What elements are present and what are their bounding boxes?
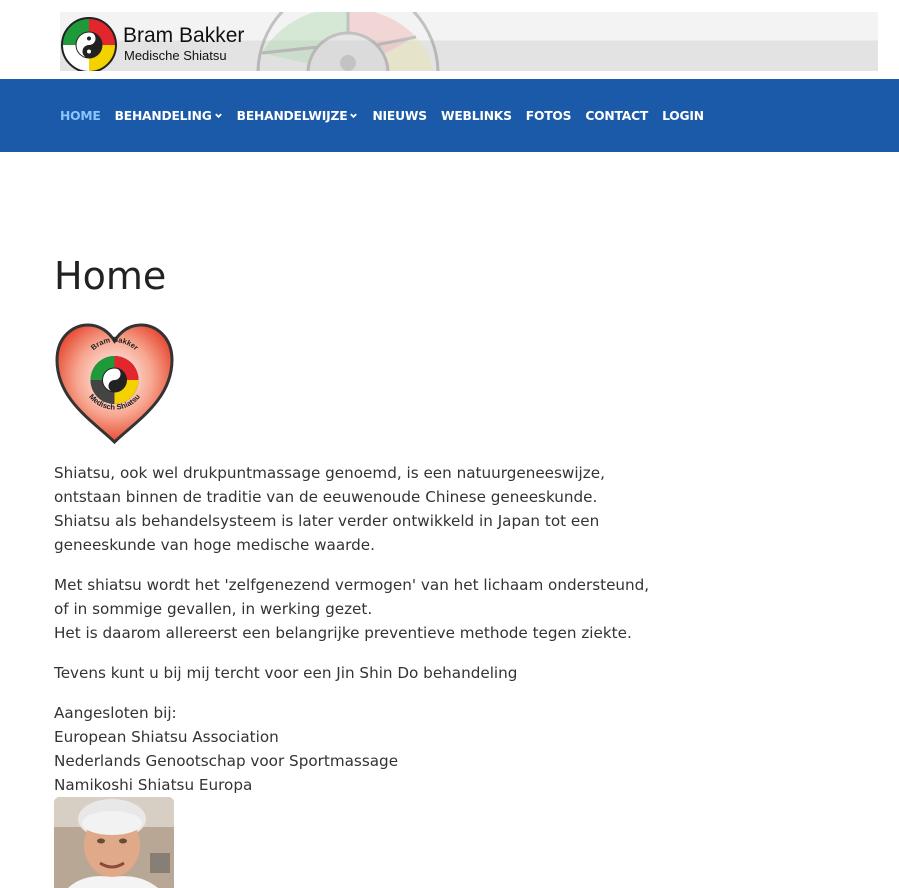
text-line: of in sommige gevallen, in werking gezet. [54,600,373,618]
text-line: Aangesloten bij: [54,704,177,722]
nav-item-contact[interactable] [585,109,648,123]
heart-logo-bottom-text: Medisch Shiatsu [87,392,142,412]
nav-label: HOME [60,108,101,123]
page-title: Home [54,254,167,298]
paragraph-intro [54,461,605,557]
chevron-down-icon [349,111,358,120]
nav-label: LOGIN [662,108,704,123]
nav-item-behandelwijze[interactable] [237,109,359,123]
text-line: European Shiatsu Association [54,728,279,746]
nav-label: CONTACT [585,108,649,123]
paragraph-jin-shin-do [54,661,517,685]
decorative-wheel-icon [256,12,440,71]
text-line: Tevens kunt u bij mij tercht voor een Jin Shin Do behandeling [54,664,518,682]
nav-item-behandeling[interactable] [115,109,223,123]
text-line: ontstaan binnen de traditie van de eeuwenoude Chinese geneeskunde. [54,488,598,506]
heart-logo-icon [54,322,175,446]
nav-menu [60,79,718,152]
nav-item-home[interactable] [60,109,101,123]
nav-item-nieuws[interactable] [372,109,426,123]
site-title: Bram Bakker [123,24,245,47]
site-subtitle: Medische Shiatsu [124,48,227,63]
nav-item-fotos[interactable] [526,109,572,123]
text-line: geneeskunde van hoge medische waarde. [54,536,375,554]
text-line: Nederlands Genootschap voor Sportmassage [54,752,399,770]
paragraph-affiliations [54,701,398,797]
nav-label: BEHANDELING [114,108,212,123]
text-line: Het is daarom allereerst een belangrijke preventieve methode tegen ziekte. [54,624,632,642]
person-icon [54,797,174,888]
main-navbar [0,79,899,152]
text-line: Shiatsu als behandelsysteem is later verder ontwikkeld in Japan tot een [54,512,600,530]
paragraph-self-healing [54,573,649,645]
nav-label: FOTOS [525,108,572,123]
text-line: Met shiatsu wordt het 'zelfgenezend vermogen' van het lichaam ondersteund, [54,576,650,594]
text-line: Namikoshi Shiatsu Europa [54,776,253,794]
nav-item-weblinks[interactable] [441,109,512,123]
chevron-down-icon [214,111,223,120]
nav-label: NIEUWS [372,108,427,123]
nav-label: BEHANDELWIJZE [236,108,348,123]
yin-yang-logo-icon [60,16,118,71]
portrait-photo [54,797,174,888]
nav-item-login[interactable] [662,109,704,123]
text-line: Shiatsu, ook wel drukpuntmassage genoemd, is een natuurgeneeswijze, [54,464,605,482]
header-banner[interactable] [60,12,878,71]
nav-label: WEBLINKS [440,108,512,123]
heart-logo-top-text: Bram Bakker [89,335,141,353]
